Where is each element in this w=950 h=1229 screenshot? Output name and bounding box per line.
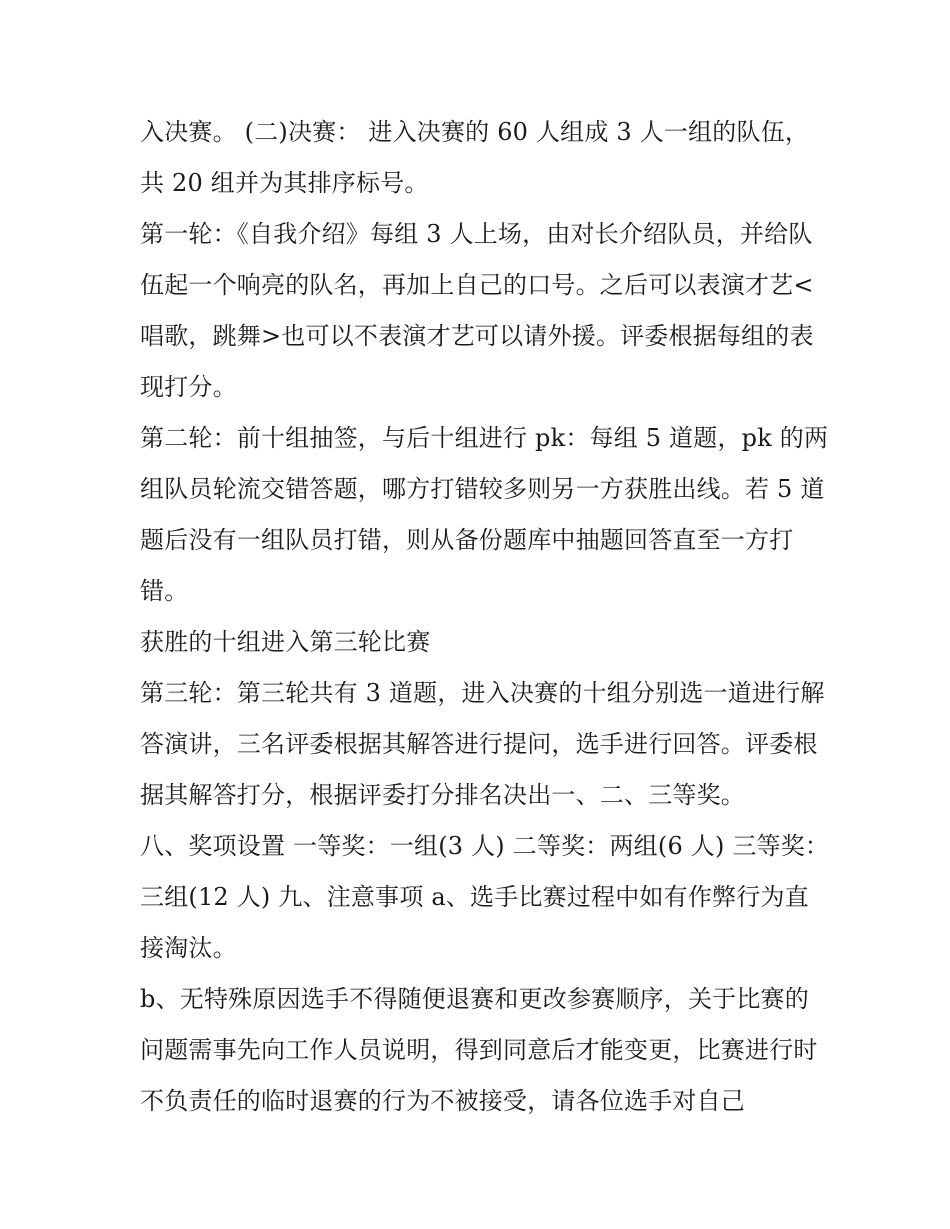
paragraph-round-one: 第一轮：《自我介绍》每组 3 人上场，由对长介绍队员，并给队伍起一个响亮的队名，再加上自己的口号。之后可以表演才艺<唱歌，跳舞>也可以不表演才艺可以请外援。评委根据每组的表现打分。 xyxy=(140,220,814,401)
paragraph-final-intro: 入决赛。 (二)决赛： 进入决赛的 60 人组成 3 人一组的队伍，共 20 组并为其排序标号。 xyxy=(140,118,810,197)
paragraph-round-two: 第二轮：前十组抽签，与后十组进行 pk：每组 5 道题，pk 的两组队员轮流交错答题，哪方打错较多则另一方获胜出线。若 5 道题后没有一组队员打错，则从备份题库中抽题回答直至一方打错。 xyxy=(140,424,829,605)
paragraph-awards-notes: 八、奖项设置 一等奖：一组(3 人) 二等奖：两组(6 人) 三等奖：三组(12 人) 九、注意事项 a、选手比赛过程中如有作弊行为直接淘汰。 xyxy=(140,832,830,962)
document-body xyxy=(140,107,830,1127)
paragraph-rule-b: b、无特殊原因选手不得随便退赛和更改参赛顺序，关于比赛的问题需事先向工作人员说明，得到同意后才能变更，比赛进行时不负责任的临时退赛的行为不被接受，请各位选手对自己 xyxy=(140,985,818,1115)
paragraph-winners: 获胜的十组进入第三轮比赛 xyxy=(140,628,431,656)
paragraph-round-three: 第三轮：第三轮共有 3 道题，进入决赛的十组分别选一道进行解答演讲，三名评委根据其解答进行提问，选手进行回答。评委根据其解答打分，根据评委打分排名决出一、二、三等奖。 xyxy=(140,679,825,809)
